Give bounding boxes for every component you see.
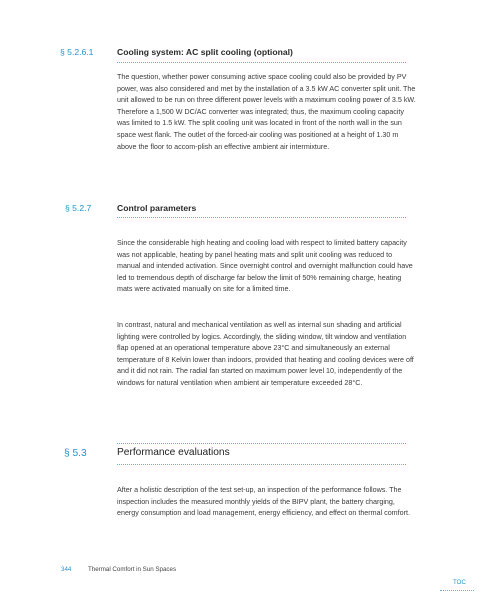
- toc-link[interactable]: TOC: [453, 579, 466, 586]
- section-title: Control parameters: [117, 203, 197, 213]
- section-number: § 5.3: [64, 448, 87, 459]
- section-title: Performance evaluations: [117, 447, 230, 458]
- section-number: § 5.2.6.1: [60, 47, 94, 57]
- section-number: § 5.2.7: [65, 203, 92, 213]
- running-footer-title: Thermal Comfort in Sun Spaces: [88, 566, 177, 573]
- section-title: Cooling system: AC split cooling (optional): [117, 47, 293, 57]
- toc-dotted-rule: [440, 590, 474, 591]
- paragraph: After a holistic description of the test set-up, an inspection of the performance follows. The inspection includes the measured monthly yields of the BIPV plant, the battery charging, energy consumption and load management, energy efficiency, and effect on thermal comfort.: [117, 486, 410, 518]
- paragraph: Since the considerable high heating and cooling load with respect to limited battery capacity was not applicable, heating by panel heating mats and split unit cooling was reduced to manual and intended activation. Since overnight control and overnight malfunction could have led to tremendous depth of discharge far below the limit of 50% remaining charge, heating mats were activated manually on site for a limited time.: [117, 239, 413, 294]
- paragraph: In contrast, natural and mechanical ventilation as well as internal sun shading and artificial lighting were controlled by logics. Accordingly, the sliding window, tilt window and ventilation flap opened at an operational temperature above 23°C and simultaneously an external temperature of 8 Kelvin lower than indoors, provided that heating and cooling devices were off and it did not rain. The radial fan started on maximum power level 10, independently of the windows for natural ventilation when ambient air temperature exceeded 28°C.: [117, 321, 414, 387]
- dotted-rule: [117, 62, 406, 63]
- page-number: 344: [61, 566, 72, 573]
- paragraph: The question, whether power consuming active space cooling could also be provided by PV power, was also considered and met by the installation of a 3.5 kW AC converter split unit. The unit allowed to be run on three different power levels with a maximum cooling power of 3.5 kW. Therefore a 1,500 W DC/AC converter was integrated; thus, the maximum cooling capacity was limited to 1.5 kW. The split cooling unit was located in front of the north wall in the sun space west flank. The outlet of the forced-air cooling was positioned at a height of 1.30 m above the floor to accom-plish an effective ambient air intermixture.: [117, 73, 416, 151]
- dotted-rule-top: [117, 443, 406, 444]
- dotted-rule: [117, 217, 406, 218]
- dotted-rule: [117, 464, 406, 465]
